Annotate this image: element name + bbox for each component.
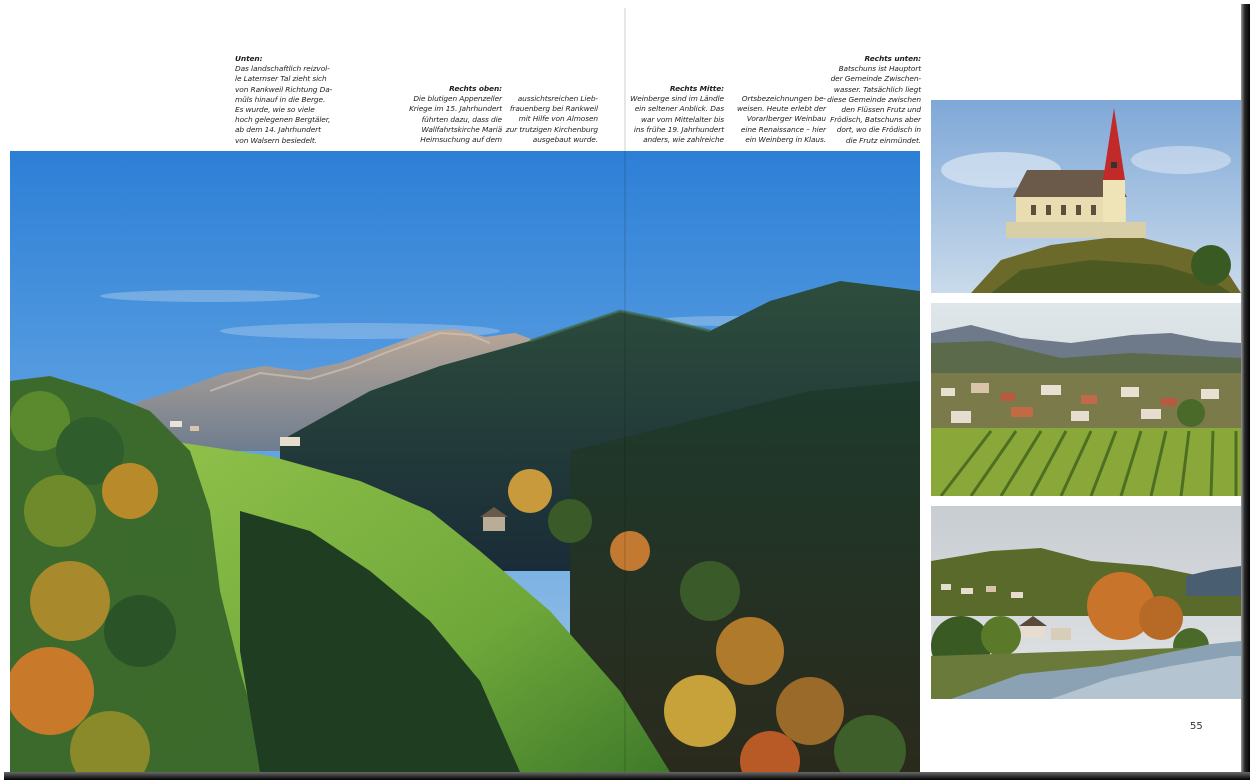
caption-line: Vorarlberger Weinbau xyxy=(746,114,826,124)
caption-line: anders, wie zahlreiche xyxy=(643,135,724,145)
caption-rechts-oben xyxy=(409,84,502,145)
caption-line: hoch gelegenen Bergtäler, xyxy=(235,115,331,125)
caption-line: le Laternser Tal zieht sich xyxy=(235,74,327,84)
caption-line: ein Weinberg in Klaus. xyxy=(745,134,826,144)
caption-line: wasser. Tatsächlich liegt xyxy=(833,84,921,94)
caption-line: war vom Mittelalter bis xyxy=(641,114,724,124)
page-number: 55 xyxy=(1190,721,1203,732)
caption-heading: Rechts Mitte: xyxy=(669,84,724,93)
caption-line: Batschuns ist Hauptort xyxy=(838,64,921,74)
caption-line: zur trutzigen Kirchenburg xyxy=(505,124,598,134)
caption-unten xyxy=(235,54,332,146)
caption-heading: Unten: xyxy=(235,54,263,63)
caption-line: müls hinauf in die Berge. xyxy=(235,94,326,104)
page-shadow-bottom xyxy=(4,772,1250,780)
caption-line: von Rankweil Richtung Da- xyxy=(235,84,333,94)
caption-line: führten dazu, dass die xyxy=(421,114,502,124)
caption-line: mit Hilfe von Almosen xyxy=(518,114,598,124)
caption-line: weisen. Heute erlebt der xyxy=(736,104,826,114)
vineyard-photo xyxy=(931,303,1241,496)
caption-line: ausgebaut wurde. xyxy=(532,134,598,144)
caption-rechts-mitte-col2 xyxy=(737,94,826,145)
page-shadow-right xyxy=(1241,4,1250,780)
batschuns-river-photo xyxy=(931,506,1241,699)
caption-rechts-unten xyxy=(827,54,921,146)
caption-line: eine Renaissance – hier xyxy=(740,124,826,134)
caption-line: Heimsuchung auf dem xyxy=(420,135,502,145)
caption-line: von Walsern besiedelt. xyxy=(235,135,317,145)
caption-line: diese Gemeinde zwischen xyxy=(827,94,921,104)
caption-line: Wallfahrtskirche Mariä xyxy=(421,124,502,134)
caption-line: ab dem 14. Jahrhundert xyxy=(235,125,321,135)
caption-line: die Frutz einmündet. xyxy=(845,135,921,145)
caption-line: Frödisch, Batschuns aber xyxy=(830,115,921,125)
caption-line: Kriege im 15. Jahrhundert xyxy=(409,104,502,114)
caption-line: ein seltener Anblick. Das xyxy=(634,104,724,114)
caption-heading: Rechts oben: xyxy=(449,84,502,93)
caption-line: frauenberg bei Rankweil xyxy=(509,104,598,114)
caption-line: Das landschaftlich reizvol- xyxy=(235,64,330,74)
caption-line: Es wurde, wie so viele xyxy=(235,105,315,115)
caption-line: aussichtsreichen Lieb- xyxy=(517,94,598,103)
caption-rechts-oben-col2 xyxy=(506,94,598,145)
main-landscape-photo xyxy=(10,151,920,772)
church-photo xyxy=(931,100,1241,293)
page-gutter xyxy=(624,8,626,772)
caption-line: ins frühe 19. Jahrhundert xyxy=(633,124,724,134)
caption-line: den Flüssen Frutz und xyxy=(841,105,921,115)
caption-rechts-mitte xyxy=(630,84,724,145)
caption-heading: Rechts unten: xyxy=(864,54,921,63)
caption-line: Ortsbezeichnungen be- xyxy=(741,94,826,103)
caption-line: Die blutigen Appenzeller xyxy=(413,94,502,104)
caption-line: dort, wo die Frödisch in xyxy=(836,125,921,135)
caption-line: der Gemeinde Zwischen- xyxy=(830,74,921,84)
caption-line: Weinberge sind im Ländle xyxy=(630,94,724,104)
